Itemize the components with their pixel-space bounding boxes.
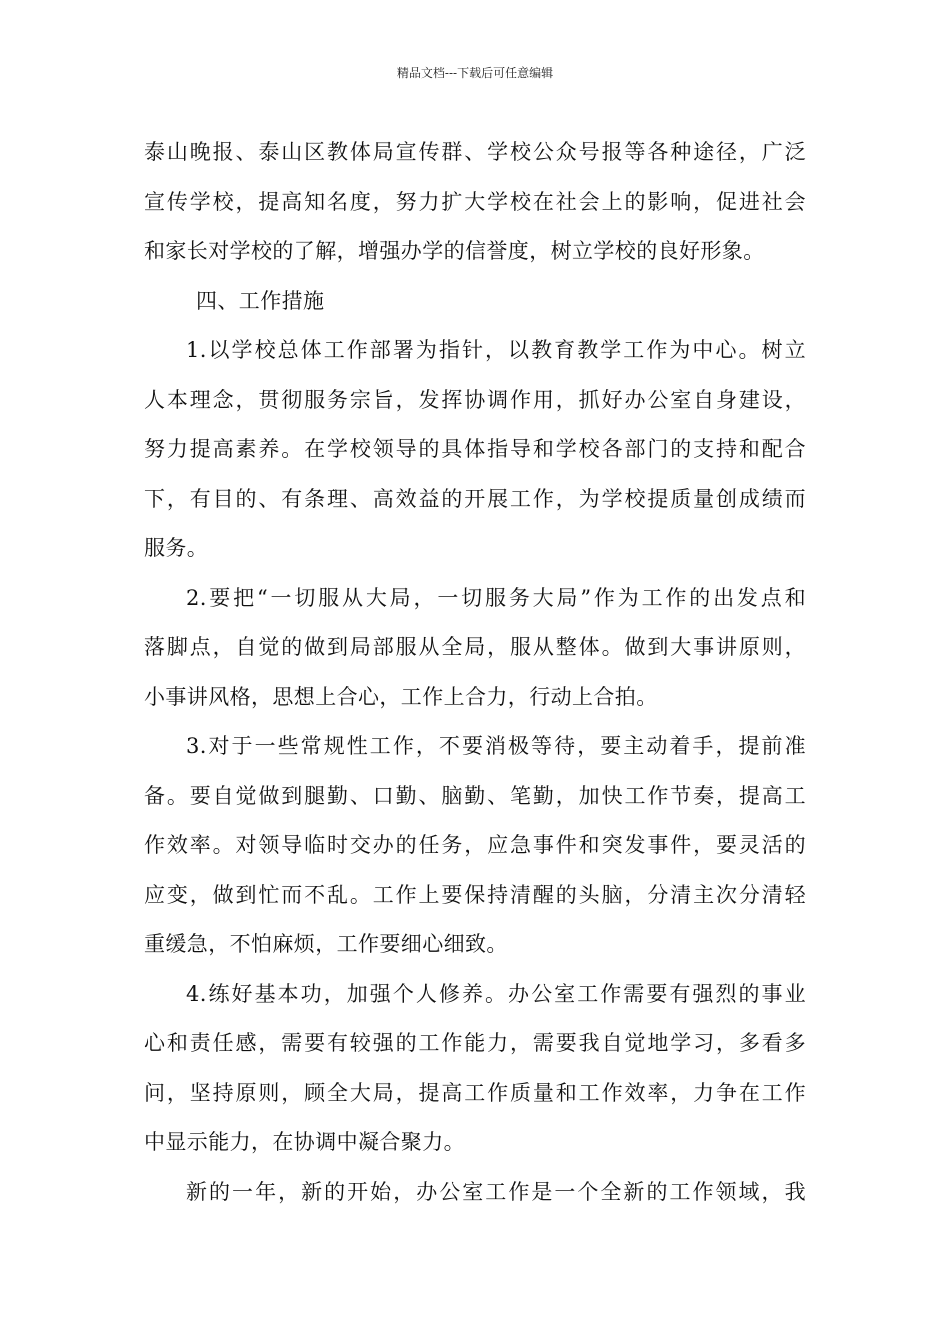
document-body	[144, 128, 806, 1217]
text-line: 泰山晚报、泰山区教体局宣传群、学校公众号报等各种途径，广泛	[144, 140, 806, 164]
text-line: 3.对于一些常规性工作，不要消极等待，要主动着手，提前准	[186, 734, 806, 758]
page-header: 精品文档---下载后可任意编辑	[396, 66, 554, 80]
text-line: 心和责任感，需要有较强的工作能力，需要我自觉地学习，多看多	[144, 1031, 806, 1055]
text-line: 努力提高素养。在学校领导的具体指导和学校各部门的支持和配合	[144, 437, 806, 461]
text-line: 下，有目的、有条理、高效益的开展工作，为学校提质量创成绩而	[144, 486, 806, 511]
text-line: 2.要把“一切服从大局，一切服务大局”作为工作的出发点和	[186, 585, 806, 610]
text-line: 1.以学校总体工作部署为指针，以教育教学工作为中心。树立	[186, 338, 806, 362]
text-line: 落脚点，自觉的做到局部服从全局，服从整体。做到大事讲原则，	[144, 635, 806, 659]
text-line: 人本理念，贯彻服务宗旨，发挥协调作用，抓好办公室自身建设，	[144, 387, 806, 412]
text-line: 备。要自觉做到腿勤、口勤、脑勤、笔勤，加快工作节奏，提高工	[144, 783, 806, 808]
text-line: 新的一年，新的开始，办公室工作是一个全新的工作领域，我	[186, 1179, 806, 1204]
text-line: 应变，做到忙而不乱。工作上要保持清醒的头脑，分清主次分清轻	[144, 882, 806, 907]
text-line: 中显示能力，在协调中凝合聚力。	[144, 1130, 465, 1154]
text-line: 宣传学校，提高知名度，努力扩大学校在社会上的影响，促进社会	[144, 189, 806, 214]
text-line: 和家长对学校的了解，增强办学的信誉度，树立学校的良好形象。	[144, 239, 765, 263]
text-line: 服务。	[144, 536, 209, 560]
text-line: 小事讲风格，思想上合心，工作上合力，行动上合拍。	[144, 684, 658, 709]
section-heading: 四、工作措施	[196, 288, 325, 313]
text-line: 作效率。对领导临时交办的任务，应急事件和突发事件，要灵活的	[144, 833, 806, 857]
text-line: 问，坚持原则，顾全大局，提高工作质量和工作效率，力争在工作	[144, 1080, 806, 1105]
text-line: 重缓急，不怕麻烦，工作要细心细致。	[144, 932, 508, 956]
text-line: 4.练好基本功，加强个人修养。办公室工作需要有强烈的事业	[186, 981, 806, 1006]
